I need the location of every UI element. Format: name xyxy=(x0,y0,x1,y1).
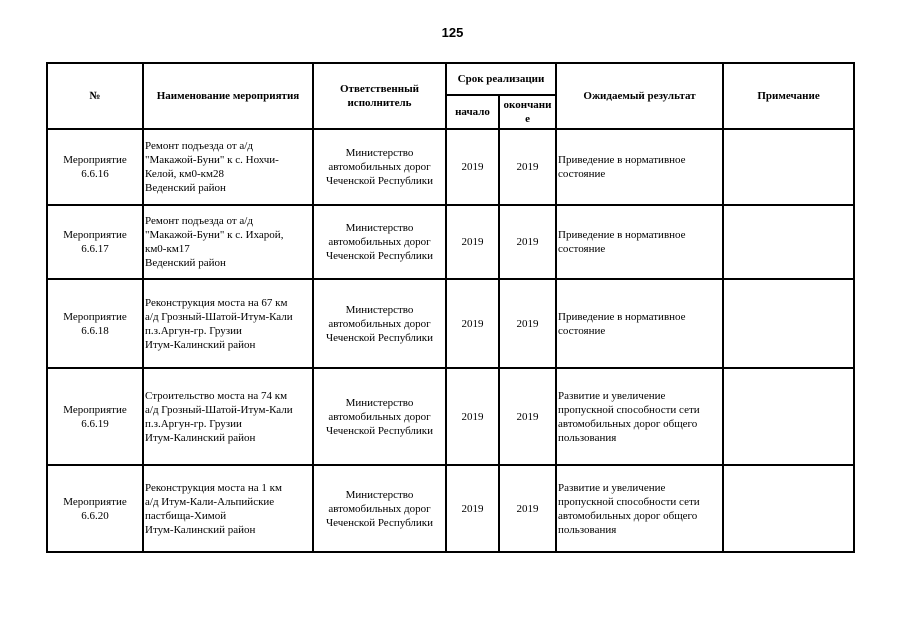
measure-executor-line: автомобильных дорог xyxy=(328,410,431,423)
measure-result xyxy=(556,205,723,279)
measure-name-line: "Макажой-Буни" к с. Ихарой, xyxy=(145,229,284,241)
header-term: Срок реализации xyxy=(446,63,556,95)
measure-note xyxy=(723,205,854,279)
measure-result xyxy=(556,368,723,465)
measure-executor-line: Министерство xyxy=(345,222,414,234)
measure-name-line: Ремонт подъезда от а/д xyxy=(145,140,253,152)
header-executor xyxy=(313,63,446,129)
measure-result-line: пользования xyxy=(558,431,617,444)
measure-end-year: 2019 xyxy=(499,279,556,368)
measure-name-line: Итум-Калинский район xyxy=(145,338,256,351)
measure-result xyxy=(556,465,723,552)
measure-note xyxy=(723,465,854,552)
measure-result-line: Приведение в нормативное xyxy=(558,310,686,323)
measure-name-line: п.з.Аргун-гр. Грузии xyxy=(145,417,242,430)
measure-executor xyxy=(313,129,446,205)
measure-name-line: Реконструкция моста на 1 км xyxy=(145,481,282,494)
measure-executor-line: автомобильных дорог xyxy=(328,317,431,330)
header-note: Примечание xyxy=(723,63,854,129)
measure-id-label: Мероприятие xyxy=(63,310,127,323)
header-executor-line1: Ответственный xyxy=(339,83,420,95)
measure-start-year: 2019 xyxy=(446,465,499,552)
measure-id-number: 6.6.17 xyxy=(81,243,109,255)
table-row xyxy=(47,205,854,279)
measure-result-line: автомобильных дорог общего xyxy=(558,417,698,430)
measure-result-line: состояние xyxy=(558,168,606,180)
measure-name-line: "Макажой-Буни" к с. Нохчи- xyxy=(145,154,279,166)
measure-executor xyxy=(313,465,446,552)
measure-executor xyxy=(313,205,446,279)
header-start: начало xyxy=(446,95,499,129)
measure-name-line: Строительство моста на 74 км xyxy=(145,389,288,402)
measure-name-line: км0-км17 xyxy=(145,243,190,255)
measure-name-line: Итум-Калинский район xyxy=(145,431,256,444)
measure-executor-line: Министерство xyxy=(345,396,414,409)
measure-result-line: автомобильных дорог общего xyxy=(558,509,698,522)
header-end-line1: окончани xyxy=(503,99,552,111)
measure-name xyxy=(143,129,313,205)
measure-id xyxy=(47,368,143,465)
measure-result xyxy=(556,279,723,368)
page-number: 125 xyxy=(441,25,464,40)
measure-executor-line: Чеченской Республики xyxy=(325,516,434,529)
table-row xyxy=(47,129,854,205)
measure-id xyxy=(47,129,143,205)
measure-name-line: а/д Итум-Кали-Альпийские xyxy=(145,495,275,508)
measure-start-year: 2019 xyxy=(446,279,499,368)
table-row xyxy=(47,465,854,552)
measure-id xyxy=(47,279,143,368)
measure-name-line: Реконструкция моста на 67 км xyxy=(145,296,288,309)
measure-name xyxy=(143,205,313,279)
measure-result-line: Приведение в нормативное xyxy=(558,229,686,241)
header-executor-line2: исполнитель xyxy=(347,97,412,109)
measure-name xyxy=(143,279,313,368)
measure-id-label: Мероприятие xyxy=(63,229,127,241)
measure-id-number: 6.6.20 xyxy=(81,509,109,522)
measure-end-year: 2019 xyxy=(499,129,556,205)
measure-name-line: Келой, км0-км28 xyxy=(145,168,224,180)
measure-end-year: 2019 xyxy=(499,368,556,465)
header-num: № xyxy=(47,63,143,129)
measure-id-number: 6.6.16 xyxy=(81,168,109,180)
measure-name-line: п.з.Аргун-гр. Грузии xyxy=(145,324,242,337)
measure-result-line: пропускной способности сети xyxy=(558,495,700,508)
measure-result-line: Приведение в нормативное xyxy=(558,154,686,166)
measures-table xyxy=(46,62,855,553)
measure-result-line: пропускной способности сети xyxy=(558,403,700,416)
table-header-row xyxy=(47,63,854,95)
measure-end-year: 2019 xyxy=(499,465,556,552)
table-row xyxy=(47,368,854,465)
measure-id-label: Мероприятие xyxy=(63,495,127,508)
measure-name-line: а/д Грозный-Шатой-Итум-Кали xyxy=(145,310,293,323)
measure-name-line: Веденский район xyxy=(145,182,226,194)
measure-note xyxy=(723,279,854,368)
measure-result-line: пользования xyxy=(558,523,617,536)
measure-start-year: 2019 xyxy=(446,368,499,465)
measure-executor xyxy=(313,279,446,368)
header-result: Ожидаемый результат xyxy=(556,63,723,129)
measure-id xyxy=(47,205,143,279)
measure-executor-line: автомобильных дорог xyxy=(328,236,431,248)
measure-executor-line: Чеченской Республики xyxy=(325,250,434,262)
measure-id xyxy=(47,465,143,552)
header-end xyxy=(499,95,556,129)
measure-executor-line: автомобильных дорог xyxy=(328,161,431,173)
measure-executor-line: Министерство xyxy=(345,488,414,501)
measure-result-line: состояние xyxy=(558,324,606,337)
measure-executor-line: Чеченской Республики xyxy=(325,175,434,187)
measure-name-line: Итум-Калинский район xyxy=(145,523,256,536)
measure-note xyxy=(723,129,854,205)
measure-result-line: состояние xyxy=(558,243,606,255)
measure-id-number: 6.6.18 xyxy=(81,324,109,337)
measure-id-number: 6.6.19 xyxy=(81,417,109,430)
header-end-line2: е xyxy=(525,113,530,125)
measure-executor-line: Чеченской Республики xyxy=(325,424,434,437)
table-row xyxy=(47,279,854,368)
measure-executor-line: Чеченской Республики xyxy=(325,331,434,344)
measure-name xyxy=(143,368,313,465)
measure-name-line: пастбища-Химой xyxy=(145,509,227,522)
measure-executor-line: Министерство xyxy=(345,147,414,159)
measure-start-year: 2019 xyxy=(446,205,499,279)
measure-result-line: Развитие и увеличение xyxy=(558,481,666,494)
measure-name-line: а/д Грозный-Шатой-Итум-Кали xyxy=(145,403,293,416)
measure-id-label: Мероприятие xyxy=(63,154,127,166)
header-name: Наименование мероприятия xyxy=(143,63,313,129)
measure-executor-line: Министерство xyxy=(345,303,414,316)
measure-note xyxy=(723,368,854,465)
measure-executor-line: автомобильных дорог xyxy=(328,502,431,515)
measure-start-year: 2019 xyxy=(446,129,499,205)
measure-name-line: Ремонт подъезда от а/д xyxy=(145,215,253,227)
measure-result-line: Развитие и увеличение xyxy=(558,389,666,402)
measure-name-line: Веденский район xyxy=(145,257,226,269)
measure-executor xyxy=(313,368,446,465)
measure-id-label: Мероприятие xyxy=(63,403,127,416)
measure-end-year: 2019 xyxy=(499,205,556,279)
measure-result xyxy=(556,129,723,205)
measure-name xyxy=(143,465,313,552)
